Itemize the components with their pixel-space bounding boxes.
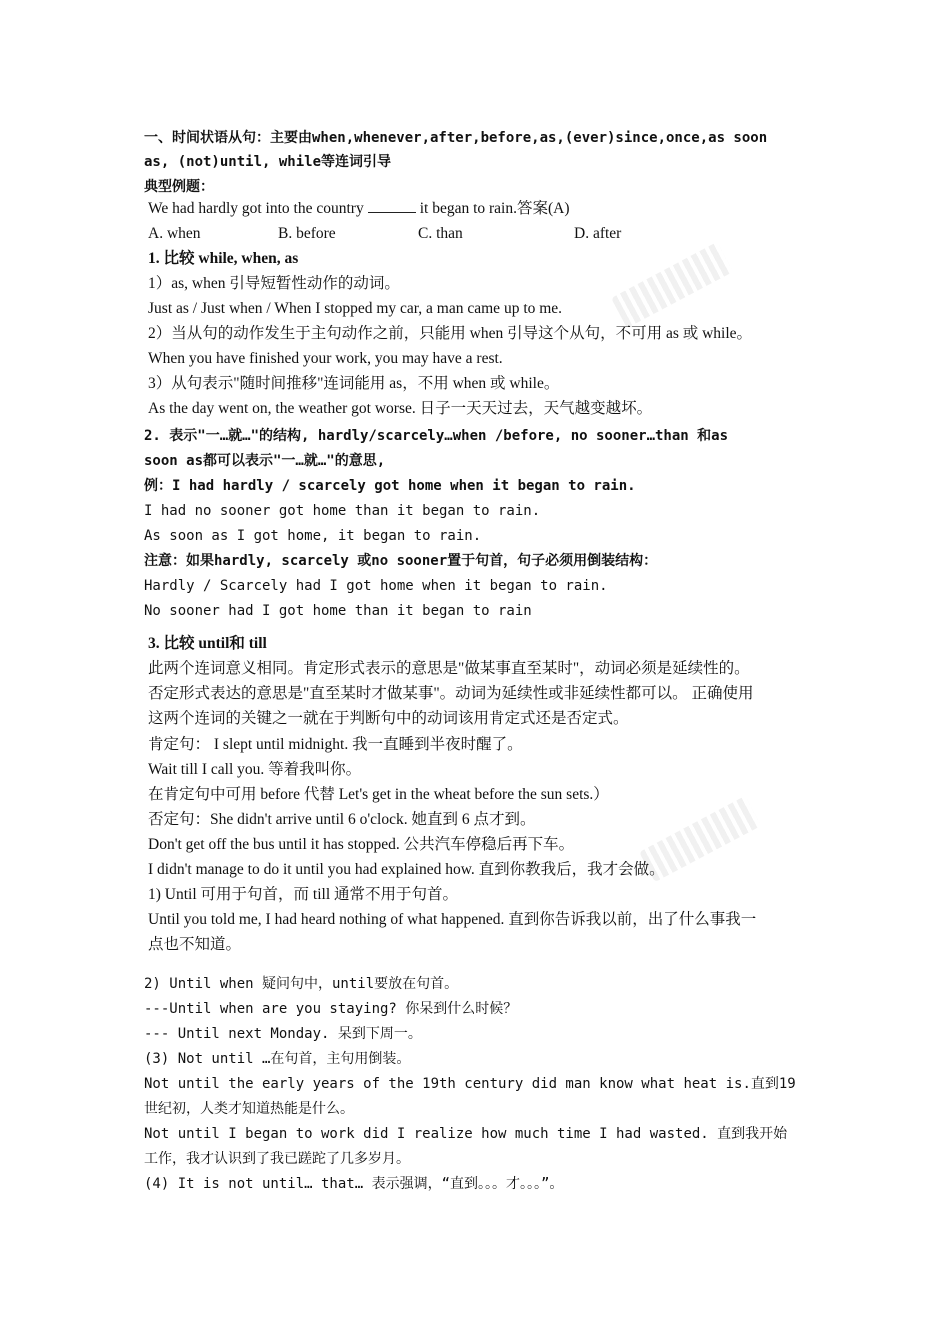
rule-2: 2）当从句的动作发生于主句动作之前，只能用 when 引导这个从句，不可用 as 或 while。 (148, 325, 753, 342)
question-answer: it began to rain.答案(A) (419, 200, 570, 217)
until-rule-1-example-line-2: 点也不知道。 (148, 936, 242, 953)
until-rule-3-example-2-line-2: 工作，我才认识到了我已蹉跎了几多岁月。 (144, 1151, 410, 1167)
watermark (611, 242, 733, 328)
example-question (148, 199, 570, 219)
rule-2-example: When you have finished your work, you may have a rest. (148, 350, 503, 367)
until-rule-3: (3) Not until …在句首，主句用倒装。 (144, 1051, 411, 1067)
section3-paragraph-line-3: 这两个连词的关键之一就在于判断句中的动词该用肯定式还是否定式。 (148, 710, 629, 727)
until-rule-3-example-2-line-1: Not until I began to work did I realize how much time I had wasted. 直到我开始 (144, 1126, 788, 1142)
examples-label: 典型例题： (144, 179, 214, 195)
option-a: A. when (148, 225, 201, 242)
until-rule-3-example-1-line-2: 世纪初，人类才知道热能是什么。 (144, 1101, 354, 1117)
negative-example-1: 否定句：She didn't arrive until 6 o'clock. 她直到 6 点才到。 (148, 811, 536, 828)
until-rule-3-example-1-line-1: Not until the early years of the 19th century did man know what heat is.直到19 (144, 1076, 796, 1092)
compare-until-till-title: 3. 比较 until和 till (148, 635, 267, 652)
option-d: D. after (574, 225, 622, 242)
positive-example-1: 肯定句： I slept until midnight. 我一直睡到半夜时醒了。 (148, 736, 523, 753)
section-heading-line-1: 一、时间状语从句：主要由when,whenever,after,before,as,(ever)since,once,as soon (144, 130, 768, 146)
option-b: B. before (278, 225, 336, 242)
positive-example-2: Wait till I call you. 等着我叫你。 (148, 761, 362, 778)
section2-note-example-2: No sooner had I got home than it began to rain (144, 603, 532, 619)
rule-3-example: As the day went on, the weather got worse. 日子一天天过去，天气越变越坏。 (148, 400, 653, 417)
section2-note-example-1: Hardly / Scarcely had I got home when it began to rain. (144, 578, 608, 594)
section-heading-line-2: as, (not)until, while等连词引导 (144, 154, 392, 170)
option-c: C. than (418, 225, 463, 242)
answer-blank (368, 199, 416, 213)
compare-while-when-as-title: 1. 比较 while, when, as (148, 250, 299, 267)
positive-example-3: 在肯定句中可用 before 代替 Let's get in the wheat before the sun sets.） (148, 786, 609, 803)
section2-line-1: 2. 表示"一…就…"的结构, hardly/scarcely…when /before, no sooner…than 和as (144, 428, 729, 444)
section3-paragraph-line-1: 此两个连词意义相同。肯定形式表示的意思是"做某事直至某时"，动词必须是延续性的。 (148, 660, 750, 677)
until-rule-1: 1) Until 可用于句首，而 till 通常不用于句首。 (148, 886, 459, 903)
rule-1: 1）as, when 引导短暂性动作的动词。 (148, 275, 400, 292)
negative-example-2: Don't get off the bus until it has stopped. 公共汽车停稳后再下车。 (148, 836, 575, 853)
rule-1-example: Just as / Just when / When I stopped my car, a man came up to me. (148, 300, 563, 317)
section2-example-3: As soon as I got home, it began to rain. (144, 528, 482, 544)
section2-example-2: I had no sooner got home than it began to rain. (144, 503, 541, 519)
until-rule-2-example-1: ---Until when are you staying? 你呆到什么时候？ (144, 1001, 518, 1017)
until-rule-2-example-2: --- Until next Monday. 呆到下周一。 (144, 1026, 422, 1042)
until-rule-1-example-line-1: Until you told me, I had heard nothing of what happened. 直到你告诉我以前，出了什么事我一 (148, 911, 757, 928)
negative-example-3: I didn't manage to do it until you had explained how. 直到你教我后，我才会做。 (148, 861, 665, 878)
rule-3: 3）从句表示"随时间推移"连词能用 as，不用 when 或 while。 (148, 375, 560, 392)
until-rule-4: (4) It is not until… that… 表示强调，“直到。。。才。。。”。 (144, 1176, 564, 1192)
section3-paragraph-line-2: 否定形式表达的意思是"直至某时才做某事"。动词为延续性或非延续性都可以。 正确使用 (148, 685, 754, 702)
question-text: We had hardly got into the country (148, 200, 364, 217)
section2-line-2: soon as都可以表示"一…就…"的意思, (144, 453, 386, 469)
until-rule-2: 2) Until when 疑问句中，until要放在句首。 (144, 976, 459, 992)
section2-note: 注意：如果hardly, scarcely 或no sooner置于句首，句子必须用倒装结构： (144, 553, 658, 569)
section2-example-1: 例：I had hardly / scarcely got home when it began to rain. (144, 478, 636, 494)
